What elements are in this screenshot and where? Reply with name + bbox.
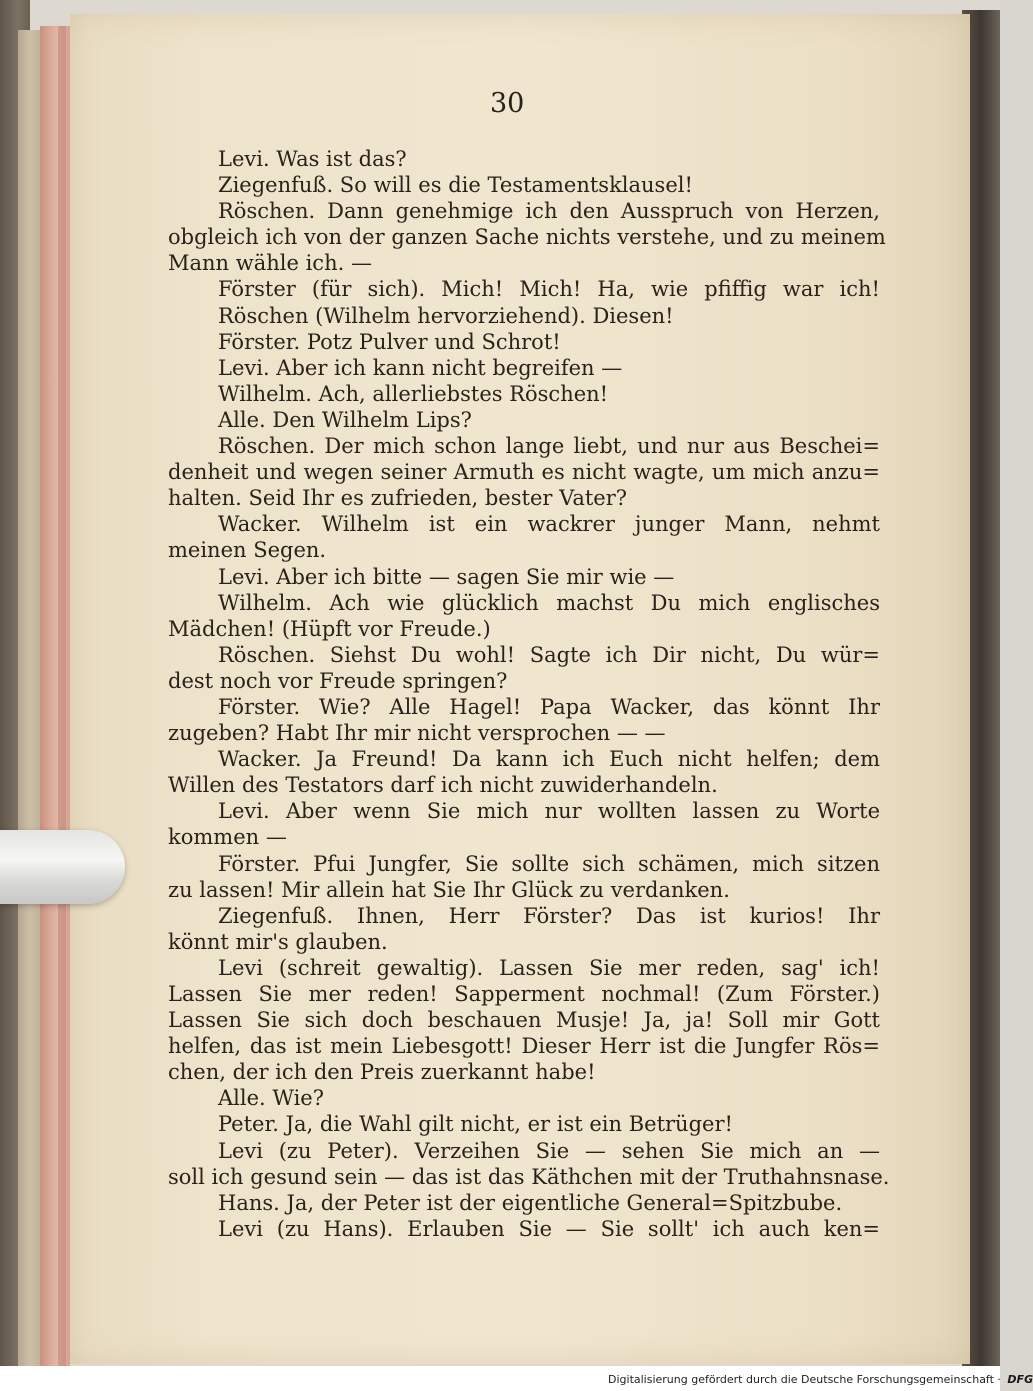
text-line: Lassen Sie mer reden! Sapperment nochmal! (Zum Förster.) (168, 982, 880, 1006)
text-line: dest noch vor Freude springen? (168, 668, 508, 693)
text-line: Wilhelm. Ach wie glücklich machst Du mich englisches (218, 590, 880, 615)
text-line: Förster (für sich). Mich! Mich! Ha, wie pfiffig war ich! (218, 277, 880, 302)
page-clip-holder (0, 830, 125, 904)
text-line: Mann wähle ich. — (168, 251, 372, 276)
text-line: Förster. Wie? Alle Hagel! Papa Wacker, das könnt Ihr (218, 694, 880, 719)
text-line: Levi. Was ist das? (218, 147, 407, 171)
text-line: Alle. Wie? (218, 1086, 324, 1111)
text-line: Förster. Pfui Jungfer, Sie sollte sich schämen, mich sitzen (218, 851, 880, 876)
text-line: Levi (zu Hans). Erlauben Sie — Sie sollt' ich auch ken= (218, 1216, 880, 1241)
text-line: Levi. Aber wenn Sie mich nur wollten lassen zu Worte (218, 799, 880, 824)
text-line: obgleich ich von der ganzen Sache nichts verstehe, und zu meinem (168, 225, 886, 250)
page-number: 30 (490, 88, 525, 119)
text-line: Ziegenfuß. Ihnen, Herr Förster? Das ist kurios! Ihr (218, 903, 880, 928)
text-line: Levi. Aber ich bitte — sagen Sie mir wie — (218, 564, 675, 589)
text-line: chen, der ich den Preis zuerkannt habe! (168, 1060, 596, 1085)
text-line: Levi (schreit gewaltig). Lassen Sie mer reden, sag' ich! (218, 955, 880, 980)
footer-credit (608, 1371, 1033, 1389)
text-line: Willen des Testators darf ich nicht zuwiderhandeln. (168, 773, 718, 798)
text-line: Ziegenfuß. So will es die Testamentsklausel! (218, 173, 693, 198)
text-line: Alle. Den Wilhelm Lips? (218, 407, 472, 432)
text-line: kommen — (168, 825, 287, 850)
body-text (168, 146, 890, 1242)
text-line: Förster. Potz Pulver und Schrot! (218, 329, 561, 354)
text-line: zu lassen! Mir allein hat Sie Ihr Glück zu verdanken. (168, 877, 730, 902)
text-line: Röschen. Der mich schon lange liebt, und nur aus Beschei= (218, 434, 880, 459)
text-line: Levi. Aber ich kann nicht begreifen — (218, 355, 623, 380)
text-line: Mädchen! (Hüpft vor Freude.) (168, 616, 491, 641)
text-line: Levi (zu Peter). Verzeihen Sie — sehen Sie mich an — (218, 1138, 880, 1163)
text-line: Röschen. Dann genehmige ich den Ausspruch von Herzen, (218, 199, 880, 224)
text-line: meinen Segen. (168, 538, 327, 563)
text-line: Wacker. Wilhelm ist ein wackrer junger Mann, nehmt (218, 512, 880, 537)
text-line: Röschen (Wilhelm hervorziehend). Diesen! (218, 303, 674, 328)
text-line: Wilhelm. Ach, allerliebstes Röschen! (218, 381, 609, 406)
text-line: halten. Seid Ihr es zufrieden, bester Vater? (168, 486, 628, 511)
page-stack-shadow (58, 26, 66, 1376)
footer-credit-text: Digitalisierung gefördert durch die Deutsche Forschungsgemeinschaft · (608, 1373, 1001, 1386)
text-line: Hans. Ja, der Peter ist der eigentliche General=Spitzbube. (218, 1190, 843, 1215)
text-line: denheit und wegen seiner Armuth es nicht wagte, um mich anzu= (168, 460, 880, 485)
text-line: Lassen Sie sich doch beschauen Musje! Ja, ja! Soll mir Gott (168, 1008, 880, 1033)
text-line: soll ich gesund sein — das ist das Käthchen mit der Truthahnsnase. (168, 1164, 890, 1189)
text-line: könnt mir's glauben. (168, 929, 388, 954)
book-board-edge (18, 30, 42, 1370)
text-line: Röschen. Siehst Du wohl! Sagte ich Dir nicht, Du wür= (218, 642, 880, 667)
dfg-logo: DFG (1007, 1373, 1033, 1386)
text-line: zugeben? Habt Ihr mir nicht versprochen — — (168, 721, 666, 746)
text-line: Wacker. Ja Freund! Da kann ich Euch nicht helfen; dem (218, 747, 880, 772)
text-line: helfen, das ist mein Liebesgott! Dieser Herr ist die Jungfer Rös= (168, 1034, 880, 1059)
text-line: Peter. Ja, die Wahl gilt nicht, er ist ein Betrüger! (218, 1112, 733, 1137)
